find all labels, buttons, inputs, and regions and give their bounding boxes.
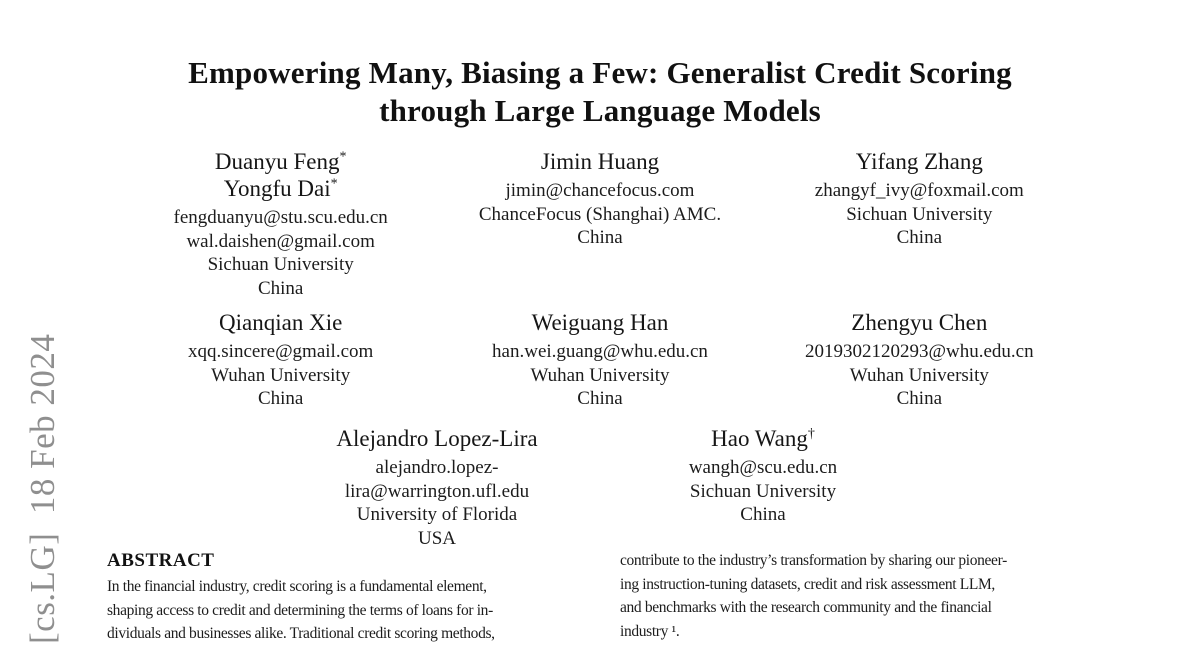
author-name	[121, 175, 440, 202]
paper-title-line-2: through Large Language Models	[379, 93, 821, 128]
author-email: jimin@chancefocus.com	[505, 180, 695, 201]
author-block-qianqian-xie	[121, 309, 440, 411]
author-country: China	[257, 388, 304, 409]
author-name-text: Hao Wang	[711, 426, 808, 451]
author-email-line-1: alejandro.lopez-	[375, 457, 499, 478]
author-affiliation: Sichuan University	[846, 203, 993, 225]
author-country: China	[257, 277, 304, 299]
abstract-text-line: and benchmarks with the research community and the financial	[620, 599, 992, 617]
author-name	[760, 309, 1079, 336]
author-email: wangh@scu.edu.cn	[688, 457, 838, 478]
author-affiliation: ChanceFocus (Shanghai) AMC.	[478, 203, 722, 225]
author-email-line-2: lira@warrington.ufl.edu	[344, 480, 530, 502]
author-email: 2019302120293@whu.edu.cn	[805, 341, 1034, 362]
authors-row-2	[121, 309, 1079, 411]
author-block-jimin-huang	[440, 148, 759, 300]
abstract-section	[107, 549, 1093, 646]
author-country: China	[577, 227, 623, 248]
author-name-text: Zhengyu Chen	[851, 310, 988, 335]
abstract-text-line: shaping access to credit and determining the terms of loans for in-	[107, 601, 493, 619]
author-name	[440, 309, 759, 336]
abstract-left-column	[107, 549, 580, 646]
authors-row-3	[0, 425, 1200, 550]
author-name	[760, 148, 1079, 175]
author-affiliation: Wuhan University	[849, 364, 989, 386]
authors-row-1	[121, 148, 1079, 300]
author-name-text: Alejandro Lopez-Lira	[336, 426, 538, 451]
author-affiliation: Wuhan University	[211, 364, 351, 386]
abstract-right-column	[620, 549, 1093, 646]
author-email: han.wei.guang@whu.edu.cn	[492, 341, 708, 362]
abstract-text-line: contribute to the industry’s transformation by sharing our pioneer-	[620, 552, 1007, 569]
footnote-marker: †	[807, 426, 815, 442]
arxiv-stamp: [cs.LG] 18 Feb 2024	[23, 333, 62, 644]
author-name-text: Duanyu Feng	[214, 149, 340, 174]
author-email: fengduanyu@stu.scu.edu.cn	[173, 207, 388, 228]
author-affiliation: Sichuan University	[689, 480, 837, 502]
author-email: wal.daishen@gmail.com	[186, 230, 375, 252]
author-name	[121, 148, 440, 175]
abstract-text-line: industry ¹.	[620, 622, 680, 640]
author-block-alejandro-lopez-lira	[276, 425, 598, 550]
abstract-text-line: dividuals and businesses alike. Traditional credit scoring methods,	[107, 625, 495, 643]
author-block-duanyu-feng-yongfu-dai	[121, 148, 440, 300]
author-affiliation: Sichuan University	[207, 254, 354, 275]
author-country: China	[577, 388, 623, 409]
author-country: China	[896, 227, 943, 248]
author-affiliation: Wuhan University	[530, 364, 670, 386]
abstract-heading: ABSTRACT	[107, 550, 215, 571]
abstract-right-text	[620, 549, 1093, 643]
author-block-yifang-zhang	[760, 148, 1079, 300]
author-block-weiguang-han	[440, 309, 759, 411]
author-block-hao-wang	[602, 425, 924, 550]
abstract-text-line: In the financial industry, credit scoring is a fundamental element,	[107, 578, 487, 595]
author-name-text: Yifang Zhang	[855, 149, 983, 174]
author-country: USA	[417, 527, 456, 549]
author-country: China	[896, 388, 943, 409]
paper-title-block	[0, 54, 1200, 130]
author-block-zhengyu-chen	[760, 309, 1079, 411]
author-name-text: Yongfu Dai	[223, 176, 331, 201]
author-name	[602, 425, 924, 452]
paper-title-line-1: Empowering Many, Biasing a Few: Generalist Credit Scoring	[188, 55, 1012, 90]
footnote-marker: *	[330, 176, 338, 192]
author-name	[121, 309, 440, 336]
author-affiliation: University of Florida	[356, 504, 518, 525]
abstract-text-line: ing instruction-tuning datasets, credit and risk assessment LLM,	[620, 575, 995, 593]
author-name-text: Jimin Huang	[540, 149, 660, 174]
author-country: China	[740, 504, 786, 525]
abstract-left-text	[107, 575, 580, 646]
author-name-text: Weiguang Han	[531, 310, 669, 335]
author-name	[276, 425, 598, 452]
author-name-text: Qianqian Xie	[219, 310, 343, 335]
footnote-marker: *	[339, 149, 347, 165]
author-name	[440, 148, 759, 175]
author-email: xqq.sincere@gmail.com	[188, 341, 374, 362]
author-email: zhangyf_ivy@foxmail.com	[814, 180, 1024, 201]
